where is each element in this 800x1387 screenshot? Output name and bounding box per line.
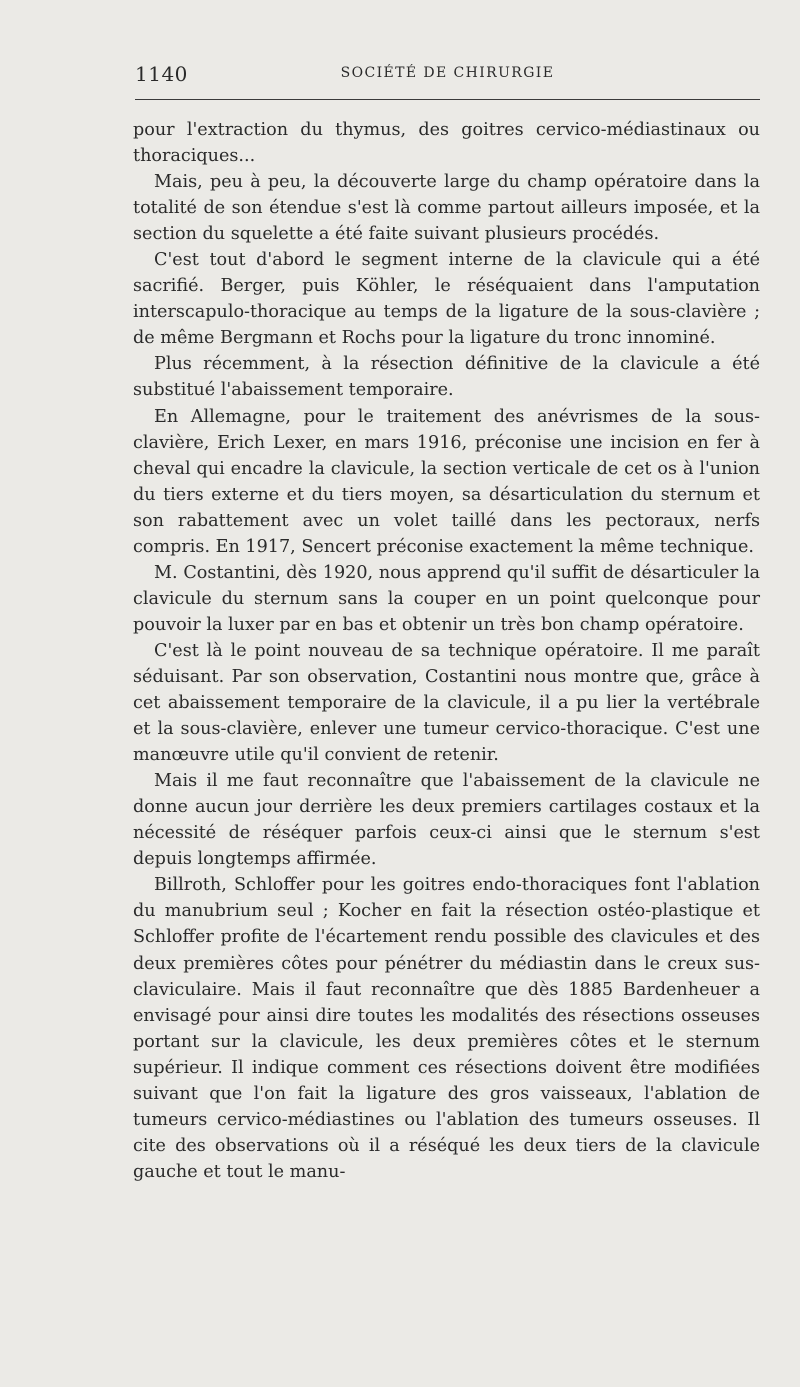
running-title: SOCIÉTÉ DE CHIRURGIE [340, 65, 555, 81]
paragraph: pour l'extraction du thymus, des goitres cervico-médiastinaux ou thoraciques... [133, 120, 760, 167]
paragraph: Mais, peu à peu, la découverte large du champ opératoire dans la totalité de son étendue s'est là comme partout ailleurs imposée, et la section du squelette a été faite suivant plusieurs procédés. [133, 172, 760, 245]
paragraph: M. Costantini, dès 1920, nous apprend qu'il suffit de désarticuler la clavicule du sternum sans la couper en un point quelconque pour pouvoir la luxer par en bas et obtenir un très bon champ opératoire. [133, 562, 760, 635]
page-header [135, 62, 760, 88]
paragraph: Mais il me faut reconnaître que l'abaissement de la clavicule ne donne aucun jour derrière les deux premiers cartilages costaux et la nécessité de réséquer parfois ceux-ci ainsi que le sternum s'est depuis longtemps affirmée. [133, 771, 760, 870]
body-text [133, 117, 760, 1185]
paragraph: Billroth, Schloffer pour les goitres endo-thoraciques font l'ablation du manubrium seul ; Kocher en fait la résection ostéo-plastique et Schloffer profite de l'écartement rendu possible des clavicules et des deux premières côtes pour pénétrer du médiastin dans le creux sus-claviculaire. Mais il faut reconnaître que dès 1885 Bardenheuer a envisagé pour ainsi dire toutes les modalités des résections osseuses portant sur la clavicule, les deux premières côtes et le sternum supérieur. Il indique comment ces résections doivent être modifiées suivant que l'on fait la ligature des gros vaisseaux, l'ablation de tumeurs cervico-médiastines ou l'ablation des tumeurs osseuses. Il cite des observations où il a réséqué les deux tiers de la clavicule gauche et tout le manu- [133, 875, 760, 1182]
header-rule [135, 99, 760, 100]
page-number: 1140 [135, 62, 188, 86]
paragraph: Plus récemment, à la résection définitive de la clavicule a été substitué l'abaissement temporaire. [133, 354, 760, 401]
paragraph: C'est tout d'abord le segment interne de la clavicule qui a été sacrifié. Berger, puis Köhler, le réséquaient dans l'amputation interscapulo-thoracique au temps de la ligature de la sous-clavière ; de même Bergmann et Rochs pour la ligature du tronc innominé. [133, 250, 760, 349]
paragraph: C'est là le point nouveau de sa technique opératoire. Il me paraît séduisant. Par son observation, Costantini nous montre que, grâce à cet abaissement temporaire de la clavicule, il a pu lier la vertébrale et la sous-clavière, enlever une tumeur cervico-thoracique. C'est une manœuvre utile qu'il convient de retenir. [133, 640, 760, 766]
paragraph: En Allemagne, pour le traitement des anévrismes de la sous-clavière, Erich Lexer, en mars 1916, préconise une incision en fer à cheval qui encadre la clavicule, la section verticale de cet os à l'union du tiers externe et du tiers moyen, sa désarticulation du sternum et son rabattement avec un volet taillé dans les pectoraux, nerfs compris. En 1917, Sencert préconise exactement la même technique. [133, 406, 760, 557]
